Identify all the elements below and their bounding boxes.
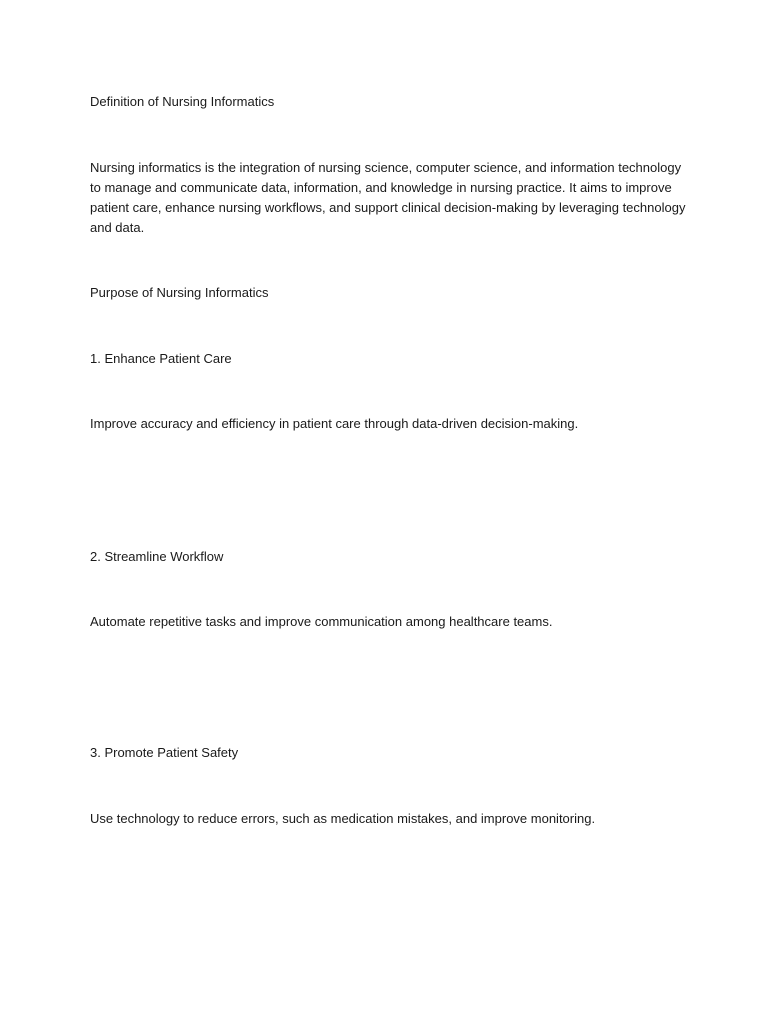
item-title-1: 1. Enhance Patient Care	[90, 351, 232, 366]
definition-heading: Definition of Nursing Informatics	[90, 94, 275, 109]
item-text-1: Improve accuracy and efficiency in patient care through data-driven decision-making.	[90, 416, 579, 431]
purpose-heading: Purpose of Nursing Informatics	[90, 285, 269, 300]
definition-line: and data.	[90, 220, 145, 235]
definition-line: Nursing informatics is the integration of nursing science, computer science, and information technology	[90, 160, 682, 175]
item-text-2: Automate repetitive tasks and improve communication among healthcare teams.	[90, 614, 553, 629]
definition-line: patient care, enhance nursing workflows, and support clinical decision-making by leveraging technology	[90, 200, 686, 215]
item-title-2: 2. Streamline Workflow	[90, 549, 224, 564]
definition-line: to manage and communicate data, information, and knowledge in nursing practice. It aims to improve	[90, 180, 672, 195]
item-text-3: Use technology to reduce errors, such as medication mistakes, and improve monitoring.	[90, 811, 596, 826]
definition-paragraph	[90, 158, 690, 238]
item-title-3: 3. Promote Patient Safety	[90, 745, 239, 760]
